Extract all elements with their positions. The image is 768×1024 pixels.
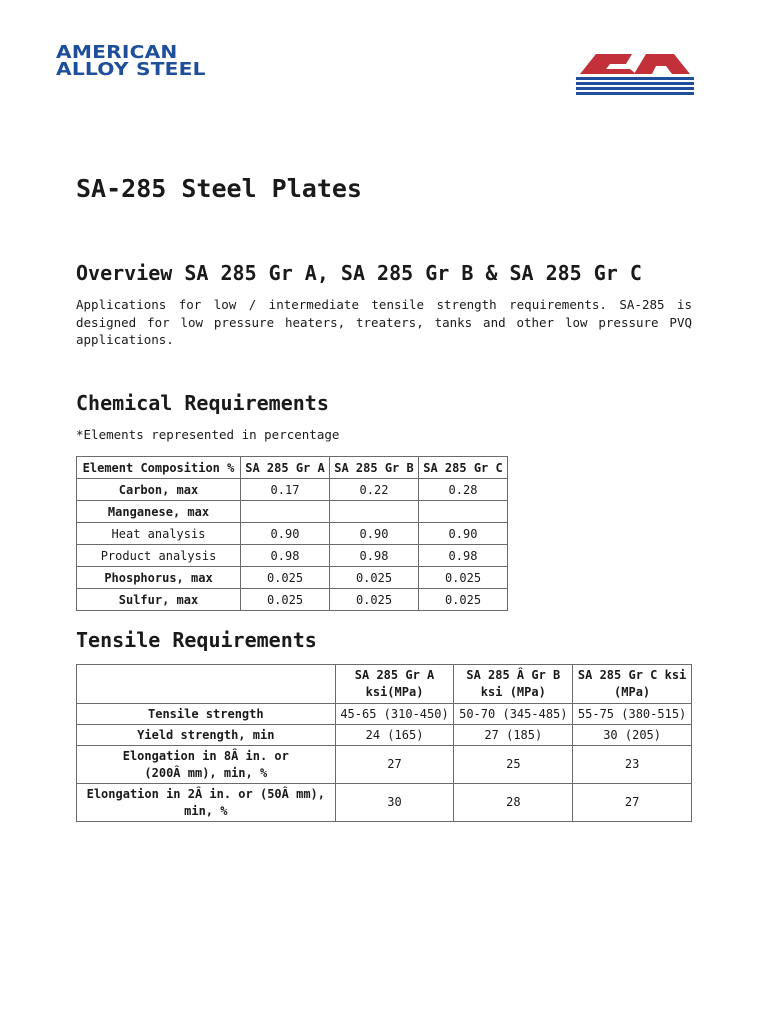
logo-blue-stripe-3 [576,87,694,90]
logo-line-1: AMERICAN [56,42,178,63]
table-row [77,545,508,567]
cell: 24 (165) [335,725,454,746]
page-title: SA-285 Steel Plates [76,174,362,203]
row-label: Product analysis [77,545,241,567]
cell: 55-75 (380-515) [573,704,692,725]
cell: 27 [573,784,692,822]
cell: 0.025 [330,567,419,589]
row-label: Manganese, max [77,501,241,523]
cell: 30 [335,784,454,822]
cell: 28 [454,784,573,822]
logo-blue-stripe-1 [576,77,694,80]
overview-heading: Overview SA 285 Gr A, SA 285 Gr B & SA 285 Gr C [76,261,642,285]
header-cell: SA 285 Gr A ksi(MPa) [335,665,454,704]
cell: 0.28 [419,479,508,501]
cell: 0.025 [419,567,508,589]
table-header-row [77,665,692,704]
header-cell: SA 285 Gr C [419,457,508,479]
company-logo-mark [576,52,694,96]
table-header-row [77,457,508,479]
logo-blue-stripe-2 [576,82,694,85]
logo-blue-stripe-4 [576,92,694,95]
logo-red-left [580,54,636,74]
cell: 23 [573,746,692,784]
row-label: Carbon, max [77,479,241,501]
cell: 45-65 (310-450) [335,704,454,725]
chemical-heading: Chemical Requirements [76,391,329,415]
table-row [77,725,692,746]
table-row [77,501,508,523]
header-cell: SA 285 Gr C ksi (MPa) [573,665,692,704]
logo-red-right [634,54,690,74]
table-row [77,567,508,589]
cell [330,501,419,523]
chemical-note: *Elements represented in percentage [76,427,340,442]
cell: 0.90 [419,523,508,545]
company-logo-text [56,42,206,80]
table-row [77,784,692,822]
cell [241,501,330,523]
cell: 0.90 [241,523,330,545]
cell: 0.90 [330,523,419,545]
cell: 0.98 [241,545,330,567]
header-cell: Element Composition % [77,457,241,479]
cell: 0.17 [241,479,330,501]
cell: 0.025 [241,567,330,589]
table-row [77,589,508,611]
table-row [77,704,692,725]
header-cell: SA 285 Â Gr B ksi (MPa) [454,665,573,704]
row-label: Heat analysis [77,523,241,545]
cell: 27 (185) [454,725,573,746]
row-label: Sulfur, max [77,589,241,611]
cell: 0.025 [241,589,330,611]
cell: 0.98 [419,545,508,567]
tensile-heading: Tensile Requirements [76,628,317,652]
header-cell [77,665,336,704]
row-label: Elongation in 2Â in. or (50Â mm), min, % [77,784,336,822]
cell: 50-70 (345-485) [454,704,573,725]
row-label: Elongation in 8Â in. or (200Â mm), min, % [77,746,336,784]
tensile-table [76,664,692,822]
overview-text: Applications for low / intermediate tensile strength requirements. SA-285 is designed for low pressure heaters, treaters, tanks and other low pressure PVQ applications. [76,297,692,347]
row-label: Yield strength, min [77,725,336,746]
cell: 0.98 [330,545,419,567]
header-cell: SA 285 Gr A [241,457,330,479]
table-row [77,523,508,545]
logo-line-2: ALLOY STEEL [56,59,206,80]
table-row [77,479,508,501]
cell: 0.025 [419,589,508,611]
cell: 0.025 [330,589,419,611]
cell: 30 (205) [573,725,692,746]
row-label: Tensile strength [77,704,336,725]
chemical-table [76,456,508,611]
table-row [77,746,692,784]
row-label: Phosphorus, max [77,567,241,589]
cell: 0.22 [330,479,419,501]
cell [419,501,508,523]
header-cell: SA 285 Gr B [330,457,419,479]
cell: 25 [454,746,573,784]
cell: 27 [335,746,454,784]
